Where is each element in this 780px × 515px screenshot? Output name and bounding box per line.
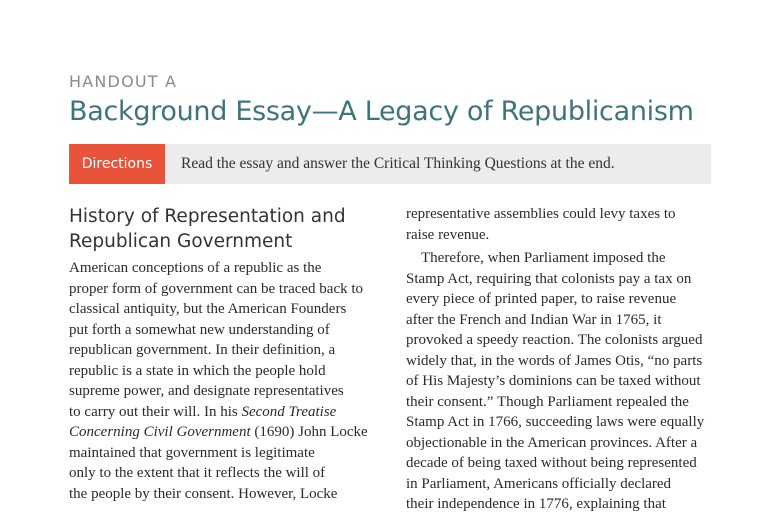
paragraph-line: republic is a state in which the people hold xyxy=(69,362,326,379)
paragraph-line: their consent.” Though Parliament repealed the xyxy=(406,393,689,410)
book-title-italic: Concerning Civil Government xyxy=(69,424,251,440)
paragraph-line: Stamp Act in 1766, succeeding laws were equally xyxy=(406,414,705,430)
paragraph-line: provoked a speedy reaction. The colonists argued xyxy=(406,332,703,348)
paragraph-line: every piece of printed paper, to raise revenue xyxy=(406,291,677,307)
paragraph-line: only to the extent that it reflects the will of xyxy=(69,465,326,481)
essay-paragraph-1 xyxy=(69,258,379,504)
section-heading-line-2: Republican Government xyxy=(69,231,293,252)
section-heading xyxy=(69,204,379,254)
paragraph-line: maintained that government is legitimate xyxy=(69,444,315,461)
paragraph-line: the people by their consent. However, Locke xyxy=(69,485,338,502)
paragraph-line: classical antiquity, but the American Founders xyxy=(69,301,347,317)
paragraph-line: Therefore, when Parliament imposed the xyxy=(421,250,666,266)
line-text: (1690) John Locke xyxy=(250,424,368,440)
paragraph-line: their independence in 1776, explaining that xyxy=(406,496,666,512)
directions-bar xyxy=(69,144,711,184)
paragraph-line: widely that, in the words of James Otis, “no parts xyxy=(406,352,703,369)
paragraph-line: American conceptions of a republic as the xyxy=(69,260,322,276)
paragraph-line: objectionable in the American provinces. After a xyxy=(406,434,698,451)
handout-label: HANDOUT A xyxy=(69,72,178,91)
paragraph-line: in Parliament, Americans officially declared xyxy=(406,475,672,492)
section-heading-line-1: History of Representation and xyxy=(69,206,346,227)
directions-tag: Directions xyxy=(69,144,165,184)
paragraph-line: of His Majesty’s dominions can be taxed without xyxy=(406,373,701,389)
paragraph-line: decade of being taxed without being represented xyxy=(406,455,697,471)
paragraph-line: put forth a somewhat new understanding of xyxy=(69,321,330,338)
paragraph-line: republican government. In their definition, a xyxy=(69,342,336,358)
paragraph-line xyxy=(69,402,379,423)
paragraph-line: proper form of government can be traced back to xyxy=(69,280,364,297)
right-column xyxy=(406,204,716,515)
book-title-italic: Second Treatise xyxy=(241,403,337,420)
paragraph-line: raise revenue. xyxy=(406,226,490,243)
paragraph-line: Stamp Act, requiring that colonists pay a tax on xyxy=(406,270,692,287)
paragraph-line: representative assemblies could levy taxes to xyxy=(406,206,676,222)
paragraph-line xyxy=(69,422,379,443)
paragraph-line: supreme power, and designate representatives xyxy=(69,383,344,399)
directions-text: Read the essay and answer the Critical Thinking Questions at the end. xyxy=(181,155,615,172)
left-column xyxy=(69,204,379,504)
page-title: Background Essay—A Legacy of Republicanism xyxy=(69,96,694,127)
line-text: to carry out their will. In his xyxy=(69,403,242,420)
essay-paragraph-continued xyxy=(406,204,716,245)
essay-paragraph-2 xyxy=(406,248,716,515)
paragraph-line: after the French and Indian War in 1765, it xyxy=(406,311,662,328)
